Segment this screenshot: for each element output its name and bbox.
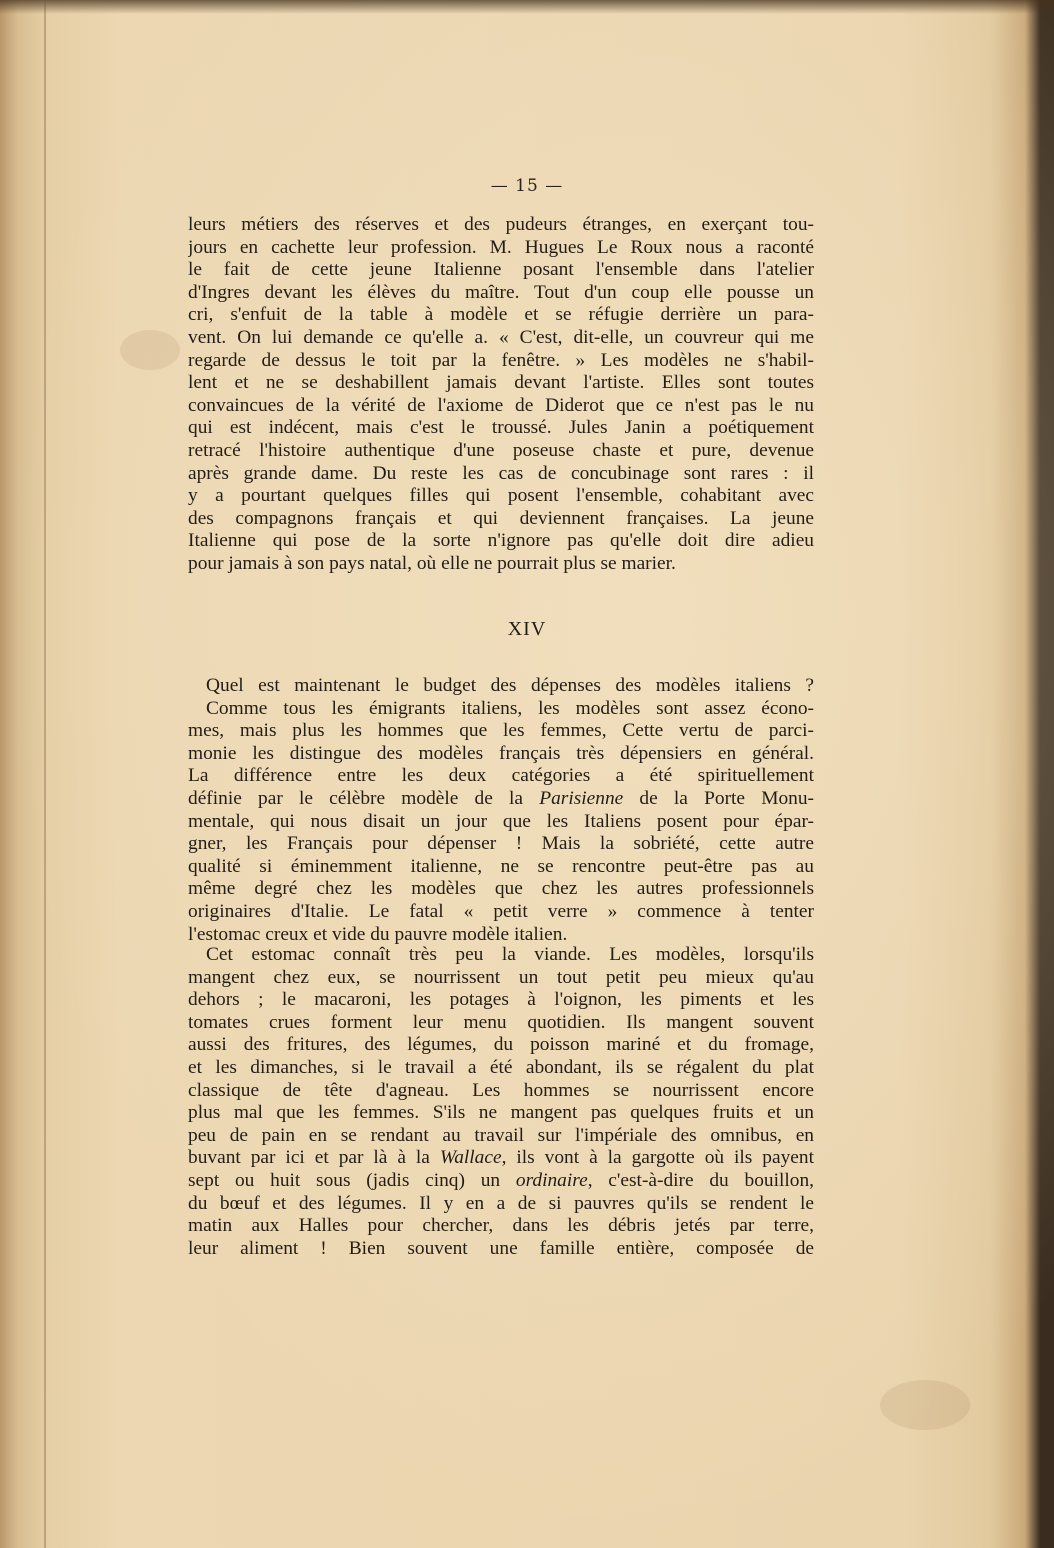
text-line: cri, s'enfuit de la table à modèle et se réfugie derrière un para- [188, 304, 814, 326]
text-line [188, 1147, 814, 1170]
paper-stain [880, 1380, 970, 1430]
text-line: matin aux Halles pour chercher, dans les débris jetés par terre, [188, 1215, 814, 1237]
text-line: même degré chez les modèles que chez les autres professionnels [188, 878, 814, 900]
text-line: du bœuf et des légumes. Il y en a de si pauvres qu'ils se rendent le [188, 1192, 814, 1214]
text-run: buvant par ici et par là à la [188, 1147, 440, 1169]
text-line: dehors ; le macaroni, les potages à l'oignon, les piments et les [188, 989, 814, 1011]
text-line: La différence entre les deux catégories a été spirituellement [188, 765, 814, 787]
section-heading: XIV [507, 618, 547, 640]
text-run: sept ou huit sous (jadis cinq) un [188, 1169, 516, 1191]
text-line: mentale, qui nous disait un jour que les Italiens posent pour épar- [188, 810, 814, 832]
text-line: des compagnons français et qui deviennent françaises. La jeune [188, 507, 814, 529]
text-line: qui est indécent, mais c'est le troussé. Jules Janin a poétiquement [188, 417, 814, 439]
text-line: regarde de dessus le toit par la fenêtre. » Les modèles ne s'habil- [188, 349, 814, 371]
text-line: gner, les Français pour dépenser ! Mais la sobriété, cette autre [188, 833, 814, 855]
text-line: mes, mais plus les hommes que les femmes, Cette vertu de parci- [188, 720, 814, 742]
text-run: définie par le célèbre modèle de la [188, 787, 540, 809]
text-line: et les dimanches, si le travail a été abondant, ils se régalent du plat [188, 1056, 814, 1078]
text-line: après grande dame. Du reste les cas de concubinage sont rares : il [188, 462, 814, 484]
text-line: peu de pain en se rendant au travail sur l'impériale des omnibus, en [188, 1124, 814, 1146]
text-line: y a pourtant quelques filles qui posent l'ensemble, cohabitant avec [188, 485, 814, 507]
text-line: leurs métiers des réserves et des pudeurs étranges, en exerçant tou- [188, 214, 814, 235]
text-line: Cet estomac connaît très peu la viande. Les modèles, lorsqu'ils [206, 944, 814, 965]
text-line: Comme tous les émigrants italiens, les modèles sont assez écono- [206, 697, 814, 719]
text-line: tomates crues forment leur menu quotidien. Ils mangent souvent [188, 1011, 814, 1033]
text-line [188, 788, 814, 811]
text-line: l'estomac creux et vide du pauvre modèle italien. [188, 923, 568, 945]
text-run: de la Porte Monu- [623, 787, 814, 809]
italic-title: Parisienne [539, 787, 624, 809]
text-line: Italienne qui pose de la sorte n'ignore pas qu'elle doit dire adieu [188, 530, 814, 552]
text-line: convaincues de la vérité de l'axiome de Diderot que ce n'est pas le nu [188, 394, 814, 416]
text-line: classique de tête d'agneau. Les hommes se nourrissent encore [188, 1079, 814, 1101]
text-line: leur aliment ! Bien souvent une famille entière, composée de [188, 1237, 814, 1259]
paragraph-1 [188, 214, 814, 576]
text-line: pour jamais à son pays natal, où elle ne pourrait plus se marier. [188, 552, 676, 574]
text-line: originaires d'Italie. Le fatal « petit verre » commence à tenter [188, 900, 814, 922]
text-line: le fait de cette jeune Italienne posant l'ensemble dans l'atelier [188, 259, 814, 281]
text-line: qualité si éminemment italienne, ne se rencontre peut-être pas au [188, 855, 814, 877]
italic-term: Wallace [439, 1147, 502, 1169]
paragraph-2 [188, 675, 814, 946]
text-line: d'Ingres devant les élèves du maître. Tout d'un coup elle pousse un [188, 281, 814, 303]
page-top-edge [0, 0, 1054, 14]
text-line: Quel est maintenant le budget des dépenses des modèles italiens ? [206, 675, 814, 696]
paragraph-3 [188, 944, 814, 1260]
paper-stain [120, 330, 180, 370]
italic-term: ordinaire [515, 1169, 588, 1191]
text-run: , c'est-à-dire du bouillon, [587, 1169, 814, 1191]
text-line: aussi des fritures, des légumes, du poisson mariné et du fromage, [188, 1034, 814, 1056]
text-line: mangent chez eux, se nourrissent un tout petit peu mieux qu'au [188, 966, 814, 988]
text-line: lent et ne se deshabillent jamais devant l'artiste. Elles sont toutes [188, 372, 814, 394]
text-line: retracé l'histoire authentique d'une poseuse chaste et pure, devenue [188, 439, 814, 461]
text-line: vent. On lui demande ce qu'elle a. « C'est, dit-elle, un couvreur qui me [188, 326, 814, 348]
binding-gutter [44, 0, 46, 1548]
text-run: , ils vont à la gargotte où ils payent [501, 1147, 814, 1169]
text-line: jours en cachette leur profession. M. Hugues Le Roux nous a raconté [188, 236, 814, 258]
text-line: monie les distingue des modèles français très dépensiers en général. [188, 742, 814, 764]
text-line: plus mal que les femmes. S'ils ne mangent pas quelques fruits et un [188, 1102, 814, 1124]
text-line [188, 1170, 814, 1193]
page-number: — 15 — [490, 176, 564, 196]
